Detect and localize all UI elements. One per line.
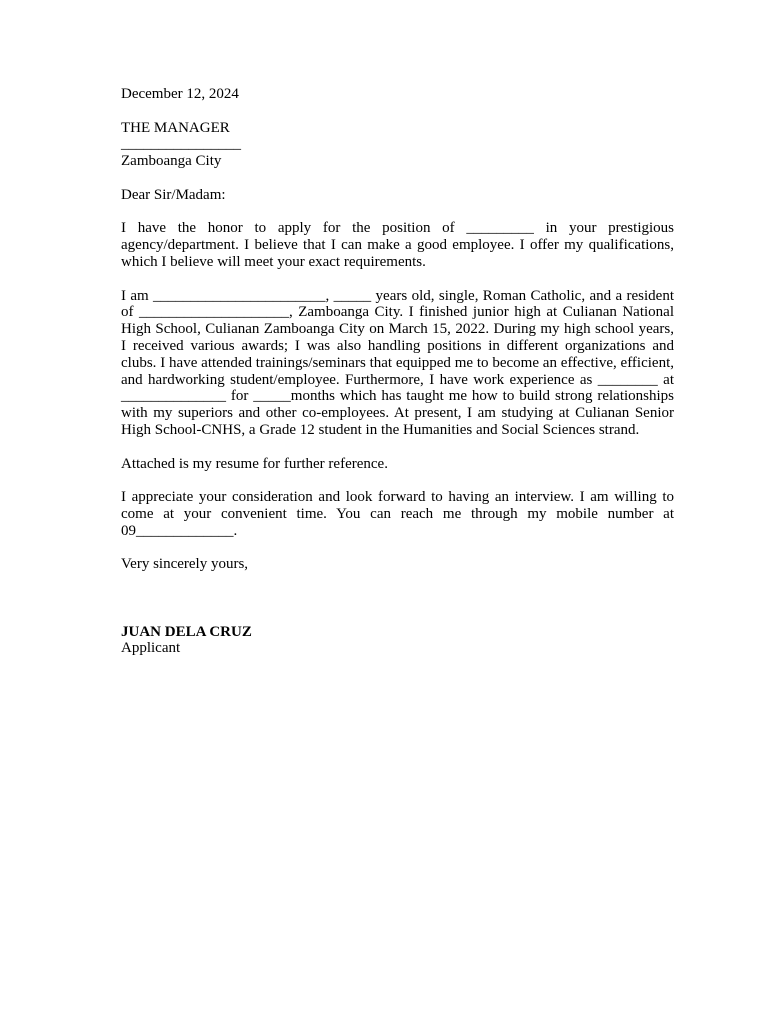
body-paragraph-3: Attached is my resume for further reference. xyxy=(121,455,388,472)
body-paragraph-2: I am _______________________, _____ years old, single, Roman Catholic, and a resident of ____________________, Zamboanga City. I finished junior high at Culianan National High School, Culianan Zamboanga City on March 15, 2022. During my high school years, I received various awards; I was also handling positions in different organizations and clubs. I have attended trainings/seminars that equipped me to become an effective, efficient, and hardworking student/employee. Furthermore, I have work experience as ________ at ______________ for _____months which has taught me how to build strong relationships with my superiors and other co-employees. At present, I am studying at Culianan Senior High School-CNHS, a Grade 12 student in the Humanities and Social Sciences strand. xyxy=(121,287,674,438)
signature-space xyxy=(121,590,674,624)
signature-role: Applicant xyxy=(121,640,181,657)
letter-date: December 12, 2024 xyxy=(121,86,239,102)
closing: Very sincerely yours, xyxy=(121,556,249,573)
salutation: Dear Sir/Madam: xyxy=(121,186,226,203)
body-paragraph-1: I have the honor to apply for the position of _________ in your prestigious agency/department. I believe that I can make a good employee. I offer my qualifications, which I believe will meet your exact requirements. xyxy=(121,220,674,270)
signature-block xyxy=(121,624,674,658)
recipient-block xyxy=(121,120,674,170)
recipient-city: Zamboanga City xyxy=(121,153,222,170)
body-paragraph-4: I appreciate your consideration and look forward to having an interview. I am willing to come at your convenient time. You can reach me through my mobile number at 09_____________. xyxy=(121,489,674,539)
signature-name: JUAN DELA CRUZ xyxy=(121,623,252,640)
recipient-title: THE MANAGER xyxy=(121,119,230,136)
letter-page xyxy=(121,86,674,657)
recipient-blank-line: ________________ xyxy=(121,136,241,153)
